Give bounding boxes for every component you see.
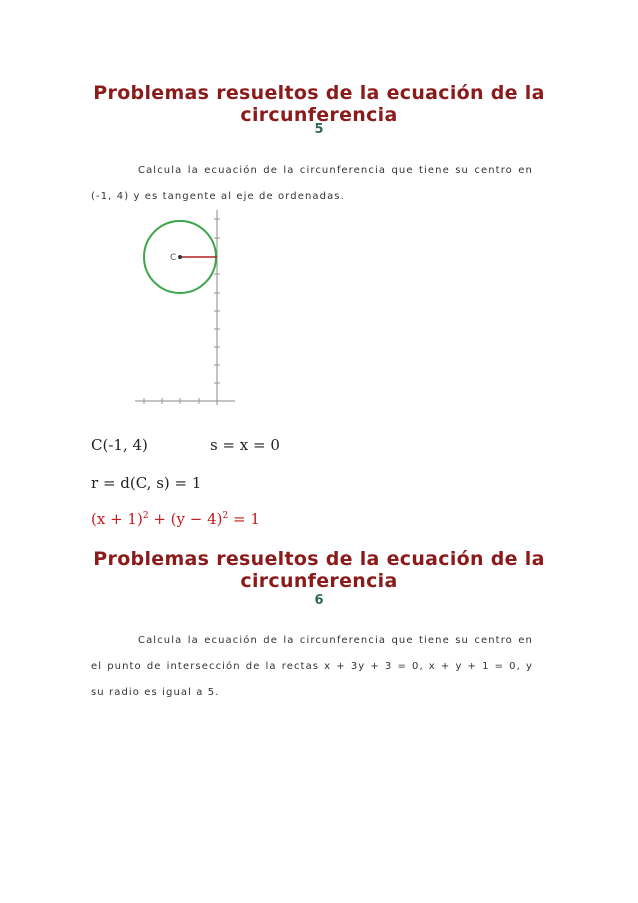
problem6-statement: Calcula la ecuación de la circunferencia que tiene su centro en el punto de intersección de la rectas x + 3y + 3 = 0, x + y + 1 = 0, y su radio es igual a 5.: [91, 635, 533, 698]
problem5-title-line2: circunferencia: [240, 104, 398, 126]
center-point: [178, 255, 182, 259]
problem5-figure: [120, 205, 245, 410]
problem6-title-line1: Problemas resueltos de la ecuación de la: [93, 548, 545, 570]
center-expression: C(-1, 4): [91, 436, 148, 454]
tangent-line-expression: s = x = 0: [210, 436, 280, 454]
center-label: C: [170, 253, 177, 263]
circle-equation: $(x + 1)^2 + (y - 4)^2 = 1$: [91, 510, 260, 528]
axis-ticks: [144, 219, 220, 404]
problem5-number: 5: [314, 122, 324, 137]
problem6-title-line2: circunferencia: [240, 570, 398, 592]
problem5-statement: Calcula la ecuación de la circunferencia que tiene su centro en (-1, 4) y es tangente al eje de ordenadas.: [91, 165, 533, 202]
problem5-title-line1: Problemas resueltos de la ecuación de la: [93, 82, 545, 104]
problem6-number: 6: [314, 593, 324, 608]
radius-expression: r = d(C, s) = 1: [91, 474, 202, 492]
